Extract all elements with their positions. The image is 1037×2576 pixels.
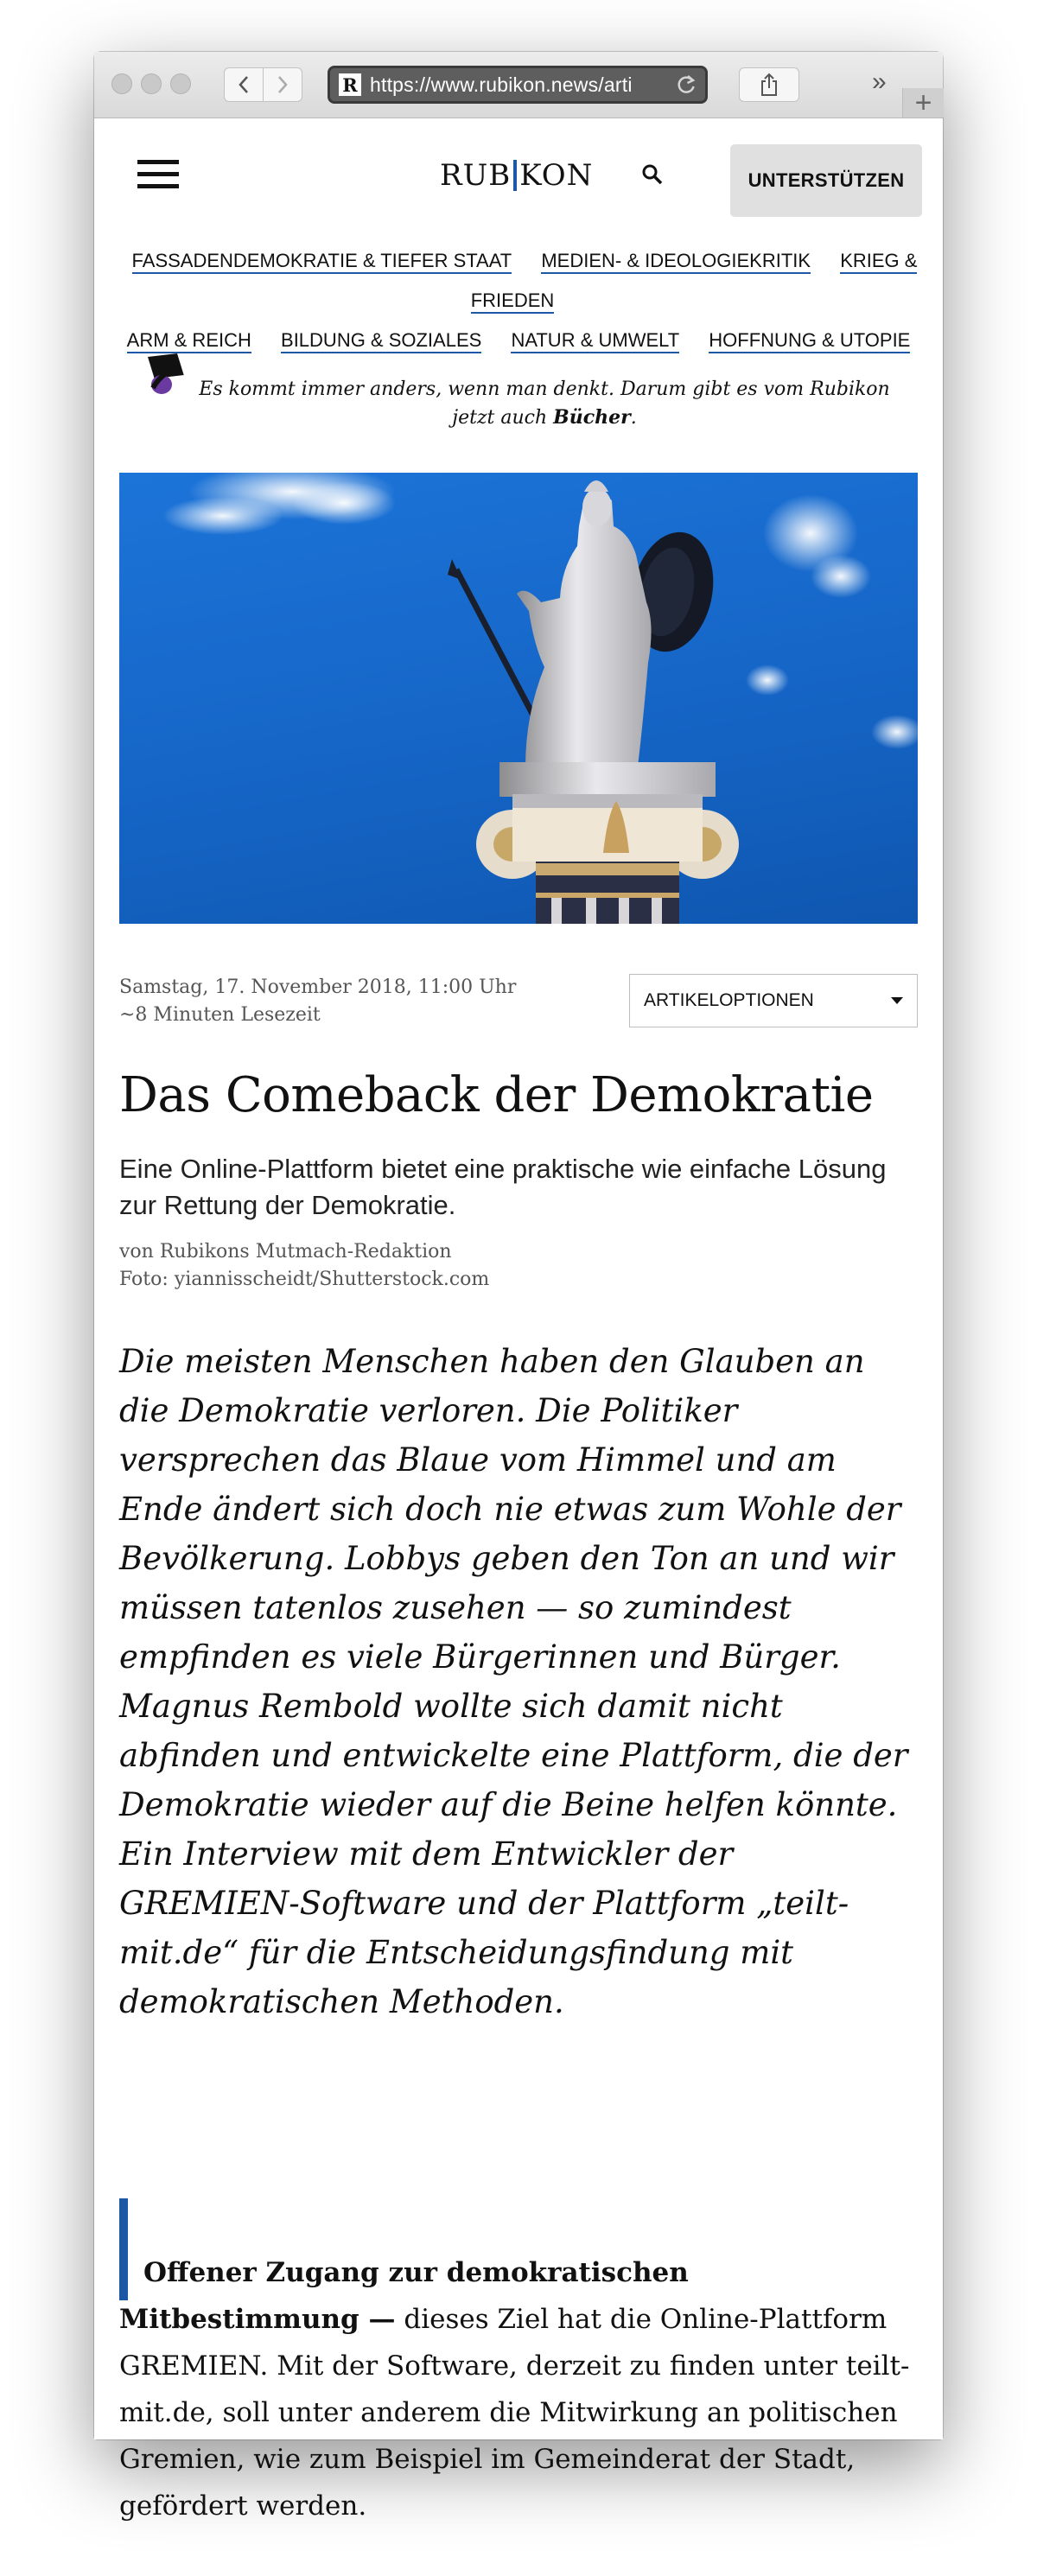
athena-statue-illustration [119,473,918,924]
category-link[interactable]: NATUR & UMWELT [511,329,679,353]
share-icon [759,73,779,97]
category-link[interactable]: MEDIEN- & IDEOLOGIEKRITIK [541,250,811,274]
chevron-left-icon [238,75,250,94]
article-date: Samstag, 17. November 2018, 11:00 Uhr [119,976,517,998]
chevron-right-icon [277,75,289,94]
share-button[interactable] [739,67,799,102]
reload-icon[interactable] [676,73,697,102]
caret-down-icon [891,997,903,1004]
promo-text [143,350,903,432]
hero-image [119,473,918,924]
category-nav [94,241,943,360]
article-options-dropdown[interactable] [629,974,918,1027]
promo-text-body: Es kommt immer anders, wenn man denkt. Darum gibt es vom Rubikon jetzt auch [199,378,890,429]
article-body-paragraph [119,2249,923,2529]
reading-time: ~8 Minuten Lesezeit [119,1004,321,1026]
article-subtitle: Eine Online-Plattform bietet eine praktische wie einfache Lösung zur Rettung der Demokratie. [119,1154,887,1220]
books-link[interactable]: Bücher [553,406,631,429]
browser-window [94,52,943,2522]
category-link[interactable]: BILDUNG & SOZIALES [281,329,481,353]
promo-text-end: . [630,407,637,429]
minimize-window-button[interactable] [141,73,162,94]
photo-credit: Foto: yiannisscheidt/Shutterstock.com [119,1269,490,1290]
category-link[interactable]: ARM & REICH [127,329,251,353]
back-button[interactable] [224,67,264,102]
browser-toolbar [94,52,943,118]
menu-icon[interactable] [137,160,179,189]
category-nav-row-1 [94,241,943,321]
web-page [94,118,943,2522]
book-icon [143,350,191,398]
category-link[interactable]: HOFFNUNG & UTOPIE [709,329,910,353]
article-byline [119,1238,489,1294]
support-button[interactable]: UNTERSTÜTZEN [730,144,922,217]
site-logo[interactable] [440,158,593,193]
article-meta [119,974,516,1029]
site-favicon-icon: R [339,73,361,96]
more-toolbar-items-icon[interactable]: » [872,67,887,96]
zoom-window-button[interactable] [170,73,191,94]
address-bar[interactable] [328,66,708,104]
article-lead: Die meisten Menschen haben den Glauben an die Demokratie verloren. Die Politiker versprechen das Blaue vom Himmel und am Ende ändert sich doch nie etwas zum Wohle der Bevölkerung. Lobbys geben den Ton an und wir müssen tatenlos zusehen — so zumindest empfinden es viele Bürgerinnen und Bürger. Magnus Rembold wollte sich damit nicht abfinden und entwickelte eine Plattform, die der Demokratie wieder auf die Beine helfen könnte. Ein Interview mit dem Entwickler der GREMIEN-Software und der Plattform „teilt-mit.de“ für die Entscheidungsfindung mit demokratischen Methoden. [119,1343,908,2020]
body-paragraph-lead: Offener Zugang zur demokratischen Mitbestimmung — [119,2257,689,2335]
url-text[interactable]: https://www.rubikon.news/arti [370,73,633,96]
category-link[interactable]: FASSADENDEMOKRATIE & TIEFER STAAT [132,250,512,274]
logo-text-right: KON [519,158,594,193]
close-window-button[interactable] [111,73,132,94]
article-author: von Rubikons Mutmach-Redaktion [119,1241,452,1263]
search-icon[interactable] [641,163,664,190]
books-promo [143,350,903,432]
article-options-label: ARTIKELOPTIONEN [644,990,814,1010]
body-paragraph-text: dieses Ziel hat die Online-Plattform GREMIEN. Mit der Software, derzeit zu finden unter teilt-mit.de, soll unter anderem die Mitwirkung an politischen Gremien, wie zum Beispiel im Gemeinderat der Stadt, gefördert werden. [119,2304,910,2522]
forward-button[interactable] [263,67,302,102]
logo-text-left: RUB [440,158,512,193]
article-title: Das Comeback der Demokratie [119,1067,874,1123]
category-link[interactable]: KRIEG & FRIEDEN [471,250,918,314]
new-tab-button[interactable]: + [902,88,944,118]
